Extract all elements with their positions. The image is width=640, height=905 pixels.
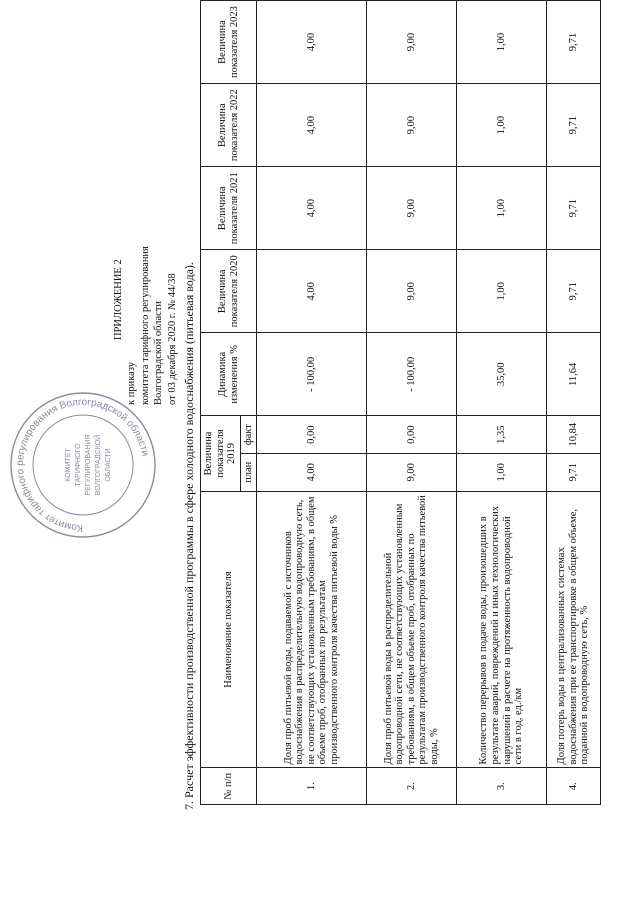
row-name: Доля проб питьевой воды в распределительной водопроводной сети, не соответствующих установленным требованиям, в общем объеме проб, отобранных по результатам производственного контроля качества питьевой воды, % [367,491,457,768]
header-2023: Величина показателя 2023 [201,1,257,84]
header-num: № п/п [201,768,257,805]
header-2021: Величина показателя 2021 [201,167,257,250]
efficiency-table-container [200,0,600,805]
svg-text:РЕГУЛИРОВАНИЯ: РЕГУЛИРОВАНИЯ [85,434,92,496]
row-2023: 9,00 [367,1,457,84]
svg-text:Комитет тарифного регулировани: Комитет тарифного регулирования Волгоградской области [14,396,151,534]
svg-text:ТАРИФНОГО: ТАРИФНОГО [75,443,82,487]
header-dynamics: Динамика изменения % [201,333,257,416]
row-2022: 4,00 [257,84,367,167]
row-num: 3. [457,768,547,805]
row-dynamics: 35,00 [457,333,547,416]
annex-line-region: Волгоградской области [153,300,165,405]
header-2020: Величина показателя 2020 [201,250,257,333]
row-name: Количество перерывов в подаче воды, произошедших в результате аварий, повреждений и иных технологических нарушений в расчете на протяженность водопроводной сети в год, ед./км [457,491,547,768]
header-name: Наименование показателя [201,491,257,768]
row-fact: 10,84 [547,416,601,454]
header-fact: факт [241,416,257,454]
row-dynamics: 11,64 [547,333,601,416]
header-2022: Величина показателя 2022 [201,84,257,167]
row-2022: 9,00 [367,84,457,167]
row-2020: 1,00 [457,250,547,333]
row-2021: 4,00 [257,167,367,250]
row-2021: 9,00 [367,167,457,250]
table-row [367,1,457,805]
row-name: Доля потерь воды в централизованных системах водоснабжения при ее транспортировке в общем объеме, поданной в водопроводную сеть, % [547,491,601,768]
row-fact: 0,00 [257,416,367,454]
row-fact: 0,00 [367,416,457,454]
svg-text:ОБЛАСТИ: ОБЛАСТИ [105,448,112,482]
row-2020: 9,71 [547,250,601,333]
table-caption: 7. Расчет эффективности производственной программы в сфере холодного водоснабжения (питьевая вода). [182,262,196,810]
row-2023: 4,00 [257,1,367,84]
annex-line-date: от 03 декабря 2020 г. № 44/38 [166,273,178,405]
row-dynamics: - 100,00 [367,333,457,416]
header-2019: Величина показателя 2019 [201,416,241,491]
row-plan: 4,00 [257,453,367,491]
row-2022: 1,00 [457,84,547,167]
table-row [547,1,601,805]
row-2023: 1,00 [457,1,547,84]
table-row [457,1,547,805]
row-num: 4. [547,768,601,805]
row-2023: 9,71 [547,1,601,84]
row-2021: 9,71 [547,167,601,250]
row-2020: 4,00 [257,250,367,333]
svg-text:ВОЛГОГРАДСКОЙ: ВОЛГОГРАДСКОЙ [95,434,102,496]
row-name: Доля проб питьевой воды, подаваемой с источников водоснабжения в распределительную водопроводную сеть, не соответствующих установленным требованиям, в общем объеме проб, отобранных по результатам производственного контроля качества питьевой воды % [257,491,367,768]
row-plan: 9,00 [367,453,457,491]
row-dynamics: - 100,00 [257,333,367,416]
row-2022: 9,71 [547,84,601,167]
annex-line-order: к приказу [126,362,138,405]
row-num: 1. [257,768,367,805]
efficiency-table [200,0,601,805]
row-2021: 1,00 [457,167,547,250]
annex-title: ПРИЛОЖЕНИЕ 2 [113,259,124,340]
row-num: 2. [367,768,457,805]
header-plan: план [241,453,257,491]
row-plan: 9,71 [547,453,601,491]
annex-header [112,246,179,435]
row-2020: 9,00 [367,250,457,333]
row-fact: 1,35 [457,416,547,454]
row-plan: 1,00 [457,453,547,491]
annex-line-committee: комитета тарифного регулирования [139,246,151,405]
svg-text:КОМИТЕТ: КОМИТЕТ [65,448,72,482]
table-row [257,1,367,805]
